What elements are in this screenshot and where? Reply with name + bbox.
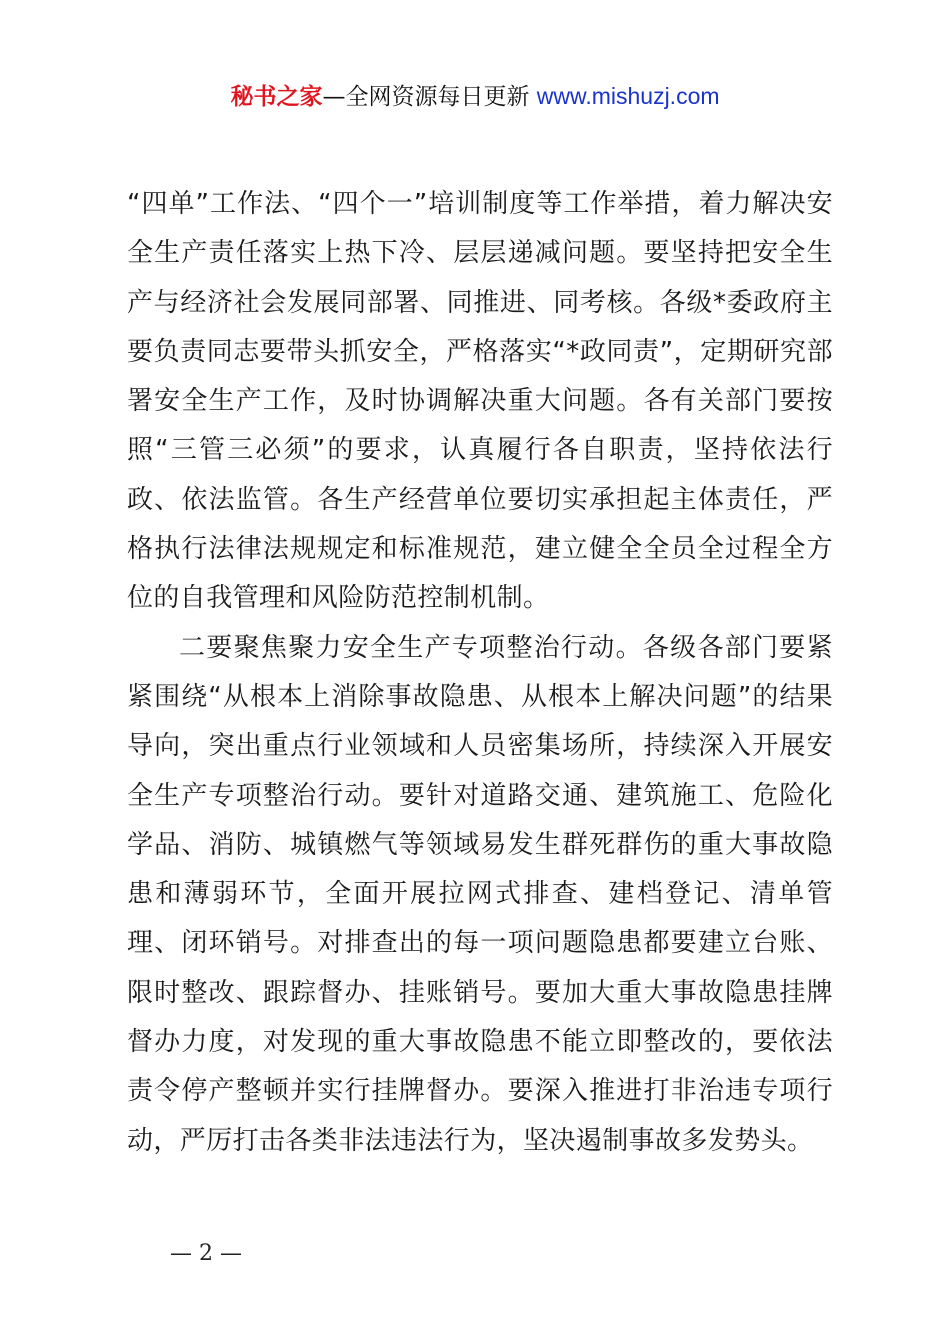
- page-number: — 2 —: [170, 1241, 242, 1266]
- site-url-link[interactable]: www.mishuzj.com: [536, 83, 720, 109]
- brand-name: 秘书之家: [230, 84, 323, 110]
- paragraph-2: 二要聚焦聚力安全生产专项整治行动。各级各部门要紧紧围绕“从根本上消除事故隐患、从根本上解决问题”的结果导向，突出重点行业领域和人员密集场所，持续深入开展安全生产专项整治行动。要针对道路交通、建筑施工、危险化学品、消防、城镇燃气等领域易发生群死群伤的重大事故隐患和薄弱环节，全面开展拉网式排查、建档登记、清单管理、闭环销号。对排查出的每一项问题隐患都要建立台账、限时整改、跟踪督办、挂账销号。要加大重大事故隐患挂牌督办力度，对发现的重大事故隐患不能立即整改的，要依法责令停产整顿并实行挂牌督办。要深入推进打非治违专项行动，严厉打击各类非法违法行为，坚决遏制事故多发势头。: [127, 632, 833, 1156]
- header-tagline: —全网资源每日更新: [322, 84, 537, 110]
- document-body: [127, 180, 833, 1166]
- site-header: [0, 80, 950, 113]
- paragraph-1: “四单”工作法、“四个一”培训制度等工作举措，着力解决安全生产责任落实上热下冷、层层递减问题。要坚持把安全生产与经济社会发展同部署、同推进、同考核。各级*委政府主要负责同志要带头抓安全，严格落实“*政同责”，定期研究部署安全生产工作，及时协调解决重大问题。各有关部门要按照“三管三必须”的要求，认真履行各自职责，坚持依法行政、依法监管。各生产经营单位要切实承担起主体责任，严格执行法律法规规定和标准规范，建立健全全员全过程全方位的自我管理和风险防范控制机制。: [127, 189, 833, 614]
